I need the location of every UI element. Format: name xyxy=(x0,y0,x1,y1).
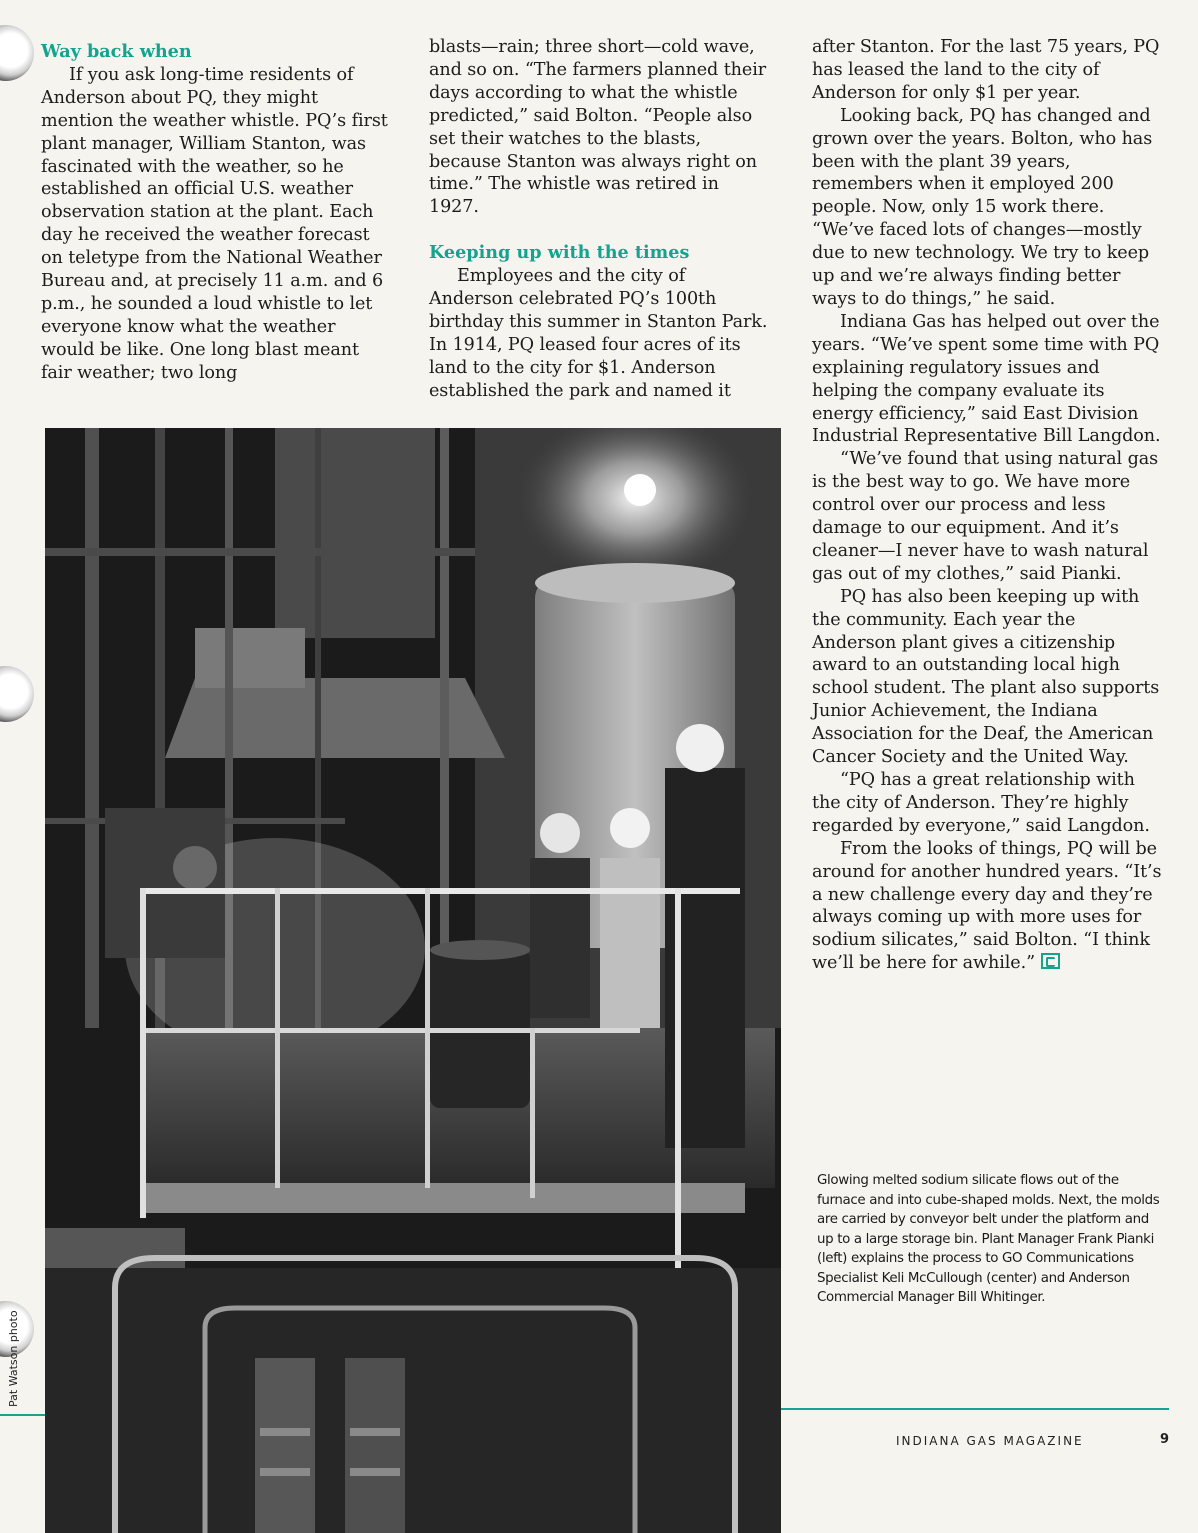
binder-hole-icon xyxy=(0,666,34,722)
page-number: 9 xyxy=(1160,1432,1170,1447)
article-column-1 xyxy=(41,41,391,385)
paragraph: Indiana Gas has helped out over the years. “We’ve spent some time with PQ explaining regulatory issues and helping the company evaluate its energy efficiency,” said East Division Industrial Representative Bill Langdon. xyxy=(812,311,1161,447)
end-mark-icon xyxy=(1041,953,1060,969)
paragraph: “PQ has a great relationship with the city of Anderson. They’re highly regarded by everyone,” said Langdon. xyxy=(812,770,1150,836)
paragraph: Employees and the city of Anderson celebrated PQ’s 100th birthday this summer in Stanton Park. In 1914, PQ leased four acres of its land to the city for $1. Anderson established the park and named it xyxy=(429,266,768,401)
paragraph: blasts—rain; three short—cold wave, and so on. “The farmers planned their days according to what the whistle predicted,” said Bolton. “People also set their watches to the blasts, because Stanton was always right on time.” The whistle was retired in 1927. xyxy=(429,37,767,218)
article-column-3 xyxy=(812,36,1164,975)
photo-caption: Glowing melted sodium silicate flows out of the furnace and into cube-shaped molds. Next, the molds are carried by conveyor belt under the platform and up to a large storage bin. Plant Manager Frank Pianki (left) explains the process to GO Communications Specialist Keli McCullough (center) and Anderson Commercial Manager Bill Whitinger. xyxy=(817,1173,1160,1305)
paragraph-text: From the looks of things, PQ will be around for another hundred years. “It’s a new challenge every day and they’re always coming up with more uses for sodium silicates,” said Bolton. “I think we’ll be here for awhile.” xyxy=(812,838,1162,974)
paragraph: If you ask long-time residents of Anderson about PQ, they might mention the weather whistle. PQ’s first plant manager, William Stanton, was fascinated with the weather, so he established an official U.S. weather observation station at the plant. Each day he received the weather forecast on teletype from the National Weather Bureau and, at precisely 11 a.m. and 6 p.m., he sounded a loud whistle to let everyone know what the weather would be like. One long blast meant fair weather; two long xyxy=(41,64,388,383)
photo-credit: Pat Watson photo xyxy=(7,1310,20,1407)
paragraph-final xyxy=(812,838,1164,975)
magazine-name: INDIANA GAS MAGAZINE xyxy=(896,1434,1084,1448)
paragraph: PQ has also been keeping up with the community. Each year the Anderson plant gives a citizenship award to an outstanding local high school student. The plant also supports Junior Achievement, the Indiana Association for the Deaf, the American Cancer Society and the United Way. xyxy=(812,586,1160,768)
article-column-2 xyxy=(429,36,774,403)
factory-photo xyxy=(45,428,781,1533)
paragraph: Looking back, PQ has changed and grown over the years. Bolton, who has been with the plant 39 years, remembers when it employed 200 people. Now, only 15 work there. “We’ve faced lots of changes—mostly due to new technology. We try to keep up and we’re always finding better ways to do things,” he said. xyxy=(812,105,1153,309)
section-heading-keeping-up: Keeping up with the times xyxy=(429,242,690,264)
binder-hole-icon xyxy=(0,25,34,81)
accent-rule-right xyxy=(781,1408,1169,1410)
accent-rule-left xyxy=(0,1414,45,1416)
paragraph: “We’ve found that using natural gas is the best way to go. We have more control over our process and less damage to our equipment. And it’s cleaner—I never have to wash natural gas out of my clothes,” said Pianki. xyxy=(812,449,1159,584)
factory-photo-illustration xyxy=(45,428,781,1533)
section-heading-way-back-when: Way back when xyxy=(41,41,192,62)
paragraph: after Stanton. For the last 75 years, PQ has leased the land to the city of Anderson for only $1 per year. xyxy=(812,37,1160,103)
